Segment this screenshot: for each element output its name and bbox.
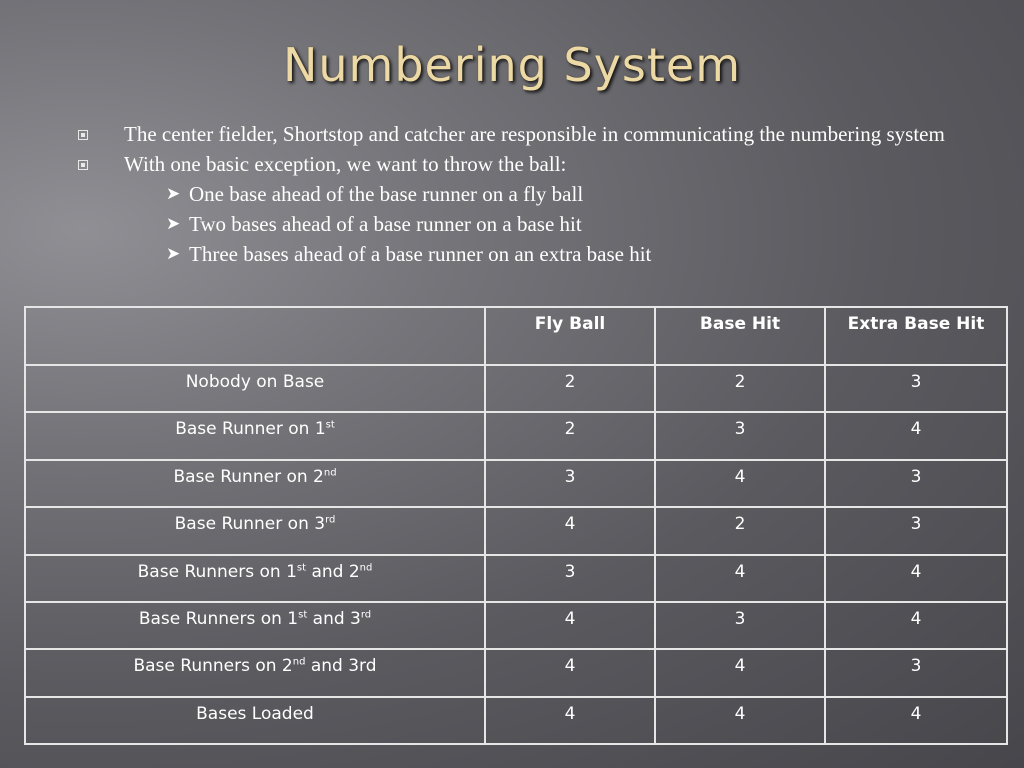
sub-bullet-text: Two bases ahead of a base runner on a base hit bbox=[189, 212, 582, 236]
table-cell: 3 bbox=[485, 555, 655, 602]
bullet-item bbox=[78, 152, 958, 177]
table-cell: 4 bbox=[825, 602, 1007, 649]
table-cell: 2 bbox=[485, 365, 655, 412]
throw-table bbox=[24, 306, 1008, 745]
sub-bullet-text: Three bases ahead of a base runner on an extra base hit bbox=[189, 242, 652, 266]
header-base-hit: Base Hit bbox=[655, 307, 825, 365]
table-cell: 4 bbox=[655, 697, 825, 744]
table-cell: 3 bbox=[655, 412, 825, 459]
header-empty-cell bbox=[25, 307, 485, 365]
row-label: Base Runner on 2nd bbox=[25, 460, 485, 507]
arrow-bullet-icon: ➤ bbox=[166, 184, 181, 204]
bullet-list bbox=[78, 122, 958, 272]
table-cell: 3 bbox=[655, 602, 825, 649]
table-header-row bbox=[25, 307, 1007, 365]
table-cell: 3 bbox=[825, 365, 1007, 412]
row-label: Base Runner on 3rd bbox=[25, 507, 485, 554]
row-label: Base Runners on 2nd and 3rd bbox=[25, 649, 485, 696]
arrow-bullet-icon: ➤ bbox=[166, 214, 181, 234]
bullet-text: The center fielder, Shortstop and catcher are responsible in communicating the numbering system bbox=[124, 122, 945, 146]
table-row bbox=[25, 365, 1007, 412]
sub-bullet-text: One base ahead of the base runner on a fly ball bbox=[189, 182, 584, 206]
table-cell: 2 bbox=[655, 507, 825, 554]
table-cell: 3 bbox=[825, 460, 1007, 507]
table-row bbox=[25, 507, 1007, 554]
table-cell: 4 bbox=[485, 602, 655, 649]
table-cell: 4 bbox=[655, 460, 825, 507]
table-row bbox=[25, 602, 1007, 649]
square-bullet-icon bbox=[78, 160, 88, 170]
table-row bbox=[25, 649, 1007, 696]
table-row bbox=[25, 555, 1007, 602]
arrow-bullet-icon: ➤ bbox=[166, 244, 181, 264]
row-label: Bases Loaded bbox=[25, 697, 485, 744]
table-body bbox=[25, 365, 1007, 744]
row-label: Base Runner on 1st bbox=[25, 412, 485, 459]
header-extra-base-hit: Extra Base Hit bbox=[825, 307, 1007, 365]
header-fly-ball: Fly Ball bbox=[485, 307, 655, 365]
row-label: Base Runners on 1st and 3rd bbox=[25, 602, 485, 649]
table-row bbox=[25, 412, 1007, 459]
table-cell: 2 bbox=[655, 365, 825, 412]
table-cell: 4 bbox=[655, 555, 825, 602]
slide-title: Numbering System bbox=[282, 38, 742, 92]
bullet-text: With one basic exception, we want to throw the ball: bbox=[124, 152, 567, 176]
table-cell: 4 bbox=[655, 649, 825, 696]
sub-bullet-item bbox=[78, 182, 958, 207]
table-row bbox=[25, 460, 1007, 507]
row-label: Base Runners on 1st and 2nd bbox=[25, 555, 485, 602]
table-cell: 4 bbox=[825, 412, 1007, 459]
table-cell: 4 bbox=[485, 507, 655, 554]
table-cell: 4 bbox=[485, 649, 655, 696]
table-cell: 2 bbox=[485, 412, 655, 459]
table-cell: 4 bbox=[485, 697, 655, 744]
table-cell: 3 bbox=[485, 460, 655, 507]
table-cell: 3 bbox=[825, 507, 1007, 554]
row-label: Nobody on Base bbox=[25, 365, 485, 412]
square-bullet-icon bbox=[78, 130, 88, 140]
bullet-item bbox=[78, 122, 958, 147]
table-row bbox=[25, 697, 1007, 744]
table-cell: 4 bbox=[825, 555, 1007, 602]
table-cell: 3 bbox=[825, 649, 1007, 696]
sub-bullet-item bbox=[78, 242, 958, 267]
sub-bullet-item bbox=[78, 212, 958, 237]
table-cell: 4 bbox=[825, 697, 1007, 744]
